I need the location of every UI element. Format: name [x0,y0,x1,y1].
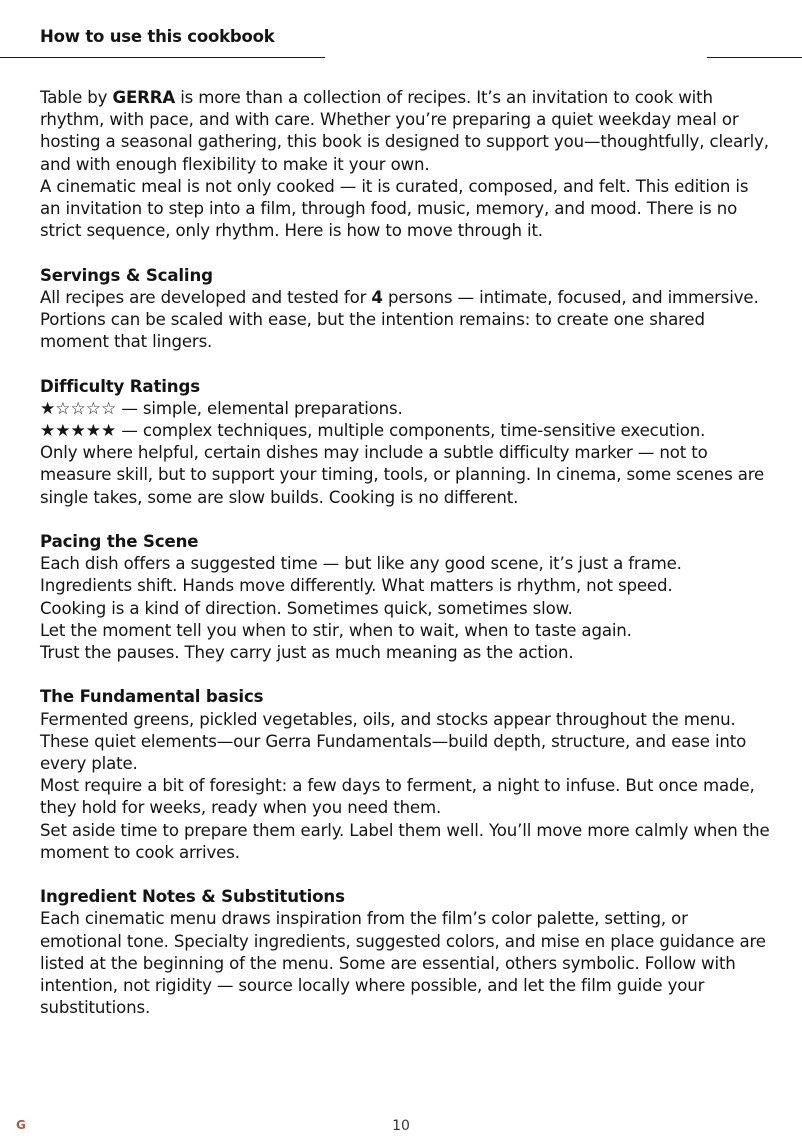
ingredients-heading: Ingredient Notes & Substitutions [40,887,345,907]
servings-heading: Servings & Scaling [40,265,213,285]
difficulty-heading: Difficulty Ratings [40,376,200,396]
section-difficulty [40,376,770,509]
star-rating-low-icon: ★☆☆☆☆ [40,398,117,419]
page-number: 10 [392,1118,410,1134]
star-rating-high-icon: ★★★★★ [40,421,117,442]
fundamentals-heading: The Fundamental basics [40,687,264,707]
intro-suffix: is more than a collection of recipes. It’s an invitation to cook with rhythm, with pace, and with care. Whether you’re preparing a quiet weekday meal or hosting a seasonal gathering, this book is designed to support you—thoughtfully, clearly, and with enough flexibility to make it your own. [40,88,769,174]
difficulty-high-line [40,420,770,442]
difficulty-low-text: — simple, elemental preparations. [116,398,403,418]
intro-paragraph-1 [40,87,770,176]
page-header-title: How to use this cookbook [40,27,275,46]
servings-text-suffix: persons — intimate, focused, and immersive. Portions can be scaled with ease, but the intention remains: to create one shared moment that lingers. [40,287,759,352]
section-servings [40,265,770,354]
intro-prefix: Table by [40,88,113,107]
section-pacing [40,531,770,664]
header-rule-right [707,57,802,58]
header-rule-left [0,57,325,58]
difficulty-high-text: — complex techniques, multiple components, time-sensitive execution. [116,421,706,441]
intro-paragraph-2: A cinematic meal is not only cooked — it is curated, composed, and felt. This edition is an invitation to step into a film, through food, music, memory, and mood. There is no strict sequence, only rhythm. Here is how to move through it. [40,176,749,241]
section-fundamentals [40,686,770,864]
pacing-line: Trust the pauses. They carry just as much meaning as the action. [40,643,574,663]
brand-name: GERRA [112,88,176,107]
section-ingredients [40,886,770,1019]
fundamentals-line: Fermented greens, pickled vegetables, oils, and stocks appear throughout the menu. These quiet elements—our Gerra Fundamentals—build depth, structure, and ease into every plate. [40,709,747,774]
servings-text-prefix: All recipes are developed and tested for [40,287,372,307]
fundamentals-line: Set aside time to prepare them early. Label them well. You’ll move more calmly when the moment to cook arrives. [40,820,770,862]
servings-text [40,287,770,354]
fundamentals-line: Most require a bit of foresight: a few days to ferment, a night to infuse. But once made, they hold for weeks, ready when you need them. [40,776,755,818]
pacing-line: Let the moment tell you when to stir, when to wait, when to taste again. [40,620,632,640]
page-content [40,87,770,1019]
difficulty-low-line [40,398,770,420]
servings-persons: 4 [371,287,383,307]
pacing-line: Each dish offers a suggested time — but like any good scene, it’s just a frame. Ingredients shift. Hands move differently. What matters is rhythm, not speed. [40,554,682,596]
pacing-line: Cooking is a kind of direction. Sometimes quick, sometimes slow. [40,598,573,618]
difficulty-body: Only where helpful, certain dishes may include a subtle difficulty marker — not to measure skill, but to support your timing, tools, or planning. In cinema, some scenes are single takes, some are slow builds. Cooking is no different. [40,443,765,507]
pacing-heading: Pacing the Scene [40,532,199,552]
brand-logo-icon: G [16,1118,26,1132]
ingredients-text: Each cinematic menu draws inspiration from the film’s color palette, setting, or emotional tone. Specialty ingredients, suggested colors, and mise en place guidance are listed at the beginning of the menu. Some are essential, others symbolic. Follow with intention, not rigidity — source locally where possible, and let the film guide your substitutions. [40,909,766,1018]
